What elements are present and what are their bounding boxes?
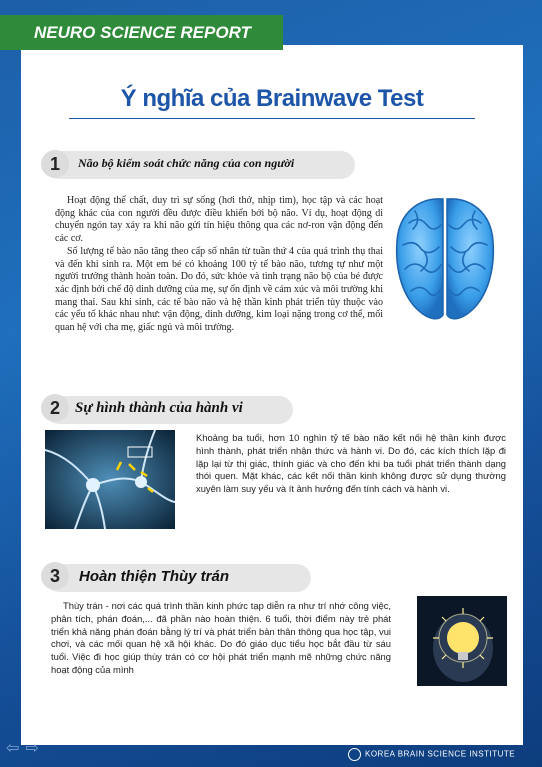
section-3-body	[51, 600, 391, 677]
footer	[348, 748, 515, 761]
footer-institute: KOREA BRAIN SCIENCE INSTITUTE	[365, 749, 516, 759]
section-2-paragraph: Khoảng ba tuổi, hơn 10 nghìn tỷ tế bào não kết nối hệ thần kinh được hình thành, phát triển nhận thức và hành vi. Do đó, các kích thích lặp đi lặp lại từ thị giác, thính giác và cho đến khi ba tuổi phát triển thành dạng thói quen. Mặt khác, các kết nối thần kinh không được sử dụng thường xuyên làm suy yếu và ít ảnh hưởng đến tính cách và hành vi.	[196, 432, 506, 495]
nav-back-icon[interactable]: ⇦	[6, 740, 26, 757]
section-3-paragraph: Thùy trán - nơi các quá trình thần kinh phức tạp diễn ra như trí nhớ công việc, phân tích, phán đoán,... đã phần nào hoàn thiện. 6 tuổi, thời điểm này trẻ phát triển khả năng phán đoán bằng lý trí và phát triển bản thân thông qua học tập, vui chơi, và các mối quan hệ xã hội khác. Do đó giáo dục tiểu học bắt đầu từ sáu tuổi. Việc đi học giúp thùy trán có cơ hội phát triển mạnh mẽ những chức năng hoạt động của mình	[51, 600, 391, 675]
lightbulb-head-illustration	[417, 596, 507, 686]
nav-forward-icon[interactable]: ⇨	[25, 740, 45, 757]
section-1-paragraph: Số lượng tế bào não tăng theo cấp số nhân từ tuần thứ 4 của quá trình thụ thai và đến khi sinh ra. Một em bé có khoảng 100 tỷ tế bào não, tương tự như một người trưởng thành hoàn toàn. Do đó, sức khỏe và tình trạng não bộ của bé được xác định bởi chế độ dinh dưỡng của mẹ, sự ổn định về cảm xúc và môi trường khi mang thai. Sau khi sinh, các tế bào não và hệ thần kinh phát triển tùy thuộc vào các yếu tố khác nhau như: vận động, dinh dưỡng, kim loại nặng trong cơ thể, mối quan hệ với cha mẹ, giấc ngủ và môi trường.	[55, 245, 383, 334]
report-page	[21, 45, 523, 745]
title-divider	[69, 118, 475, 119]
section-3-title: Hoàn thiện Thùy trán	[79, 568, 229, 585]
section-1-body	[55, 195, 383, 335]
section-1-number: 1	[41, 150, 69, 178]
page-title: Ý nghĩa của Brainwave Test	[120, 85, 424, 112]
section-3-number: 3	[41, 562, 69, 590]
section-2-number: 2	[41, 394, 69, 422]
section-2-title: Sự hình thành của hành vi	[75, 400, 243, 416]
section-1-title: Não bộ kiểm soát chức năng của con người	[78, 156, 295, 170]
section-1-paragraph: Hoạt động thể chất, duy trì sự sống (hơi thở, nhịp tim), học tập và các hoạt động khác của con người đều được điều khiển bởi bộ não. Ví dụ, hoạt động di chuyển ngón tay xảy ra khi não gửi tín hiệu thông qua các nơ-ron vận động đến các cơ.	[55, 195, 383, 245]
neuron-photo	[45, 430, 175, 529]
section-2-body	[196, 432, 506, 496]
institute-seal-icon	[348, 748, 361, 761]
brain-illustration	[389, 193, 501, 326]
report-banner: NEURO SCIENCE REPORT	[0, 15, 283, 50]
page-nav	[6, 738, 45, 758]
